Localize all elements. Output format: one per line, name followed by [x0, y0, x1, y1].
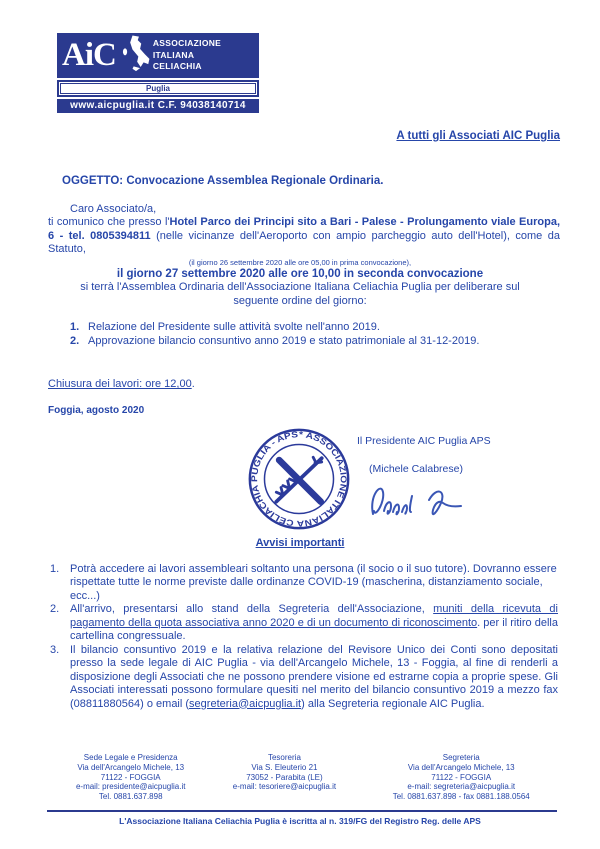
president-column	[357, 427, 491, 522]
notice-number: 2.	[50, 603, 60, 615]
org-name-lines	[153, 38, 221, 73]
notices-list	[50, 563, 558, 712]
notice3-pre: Il bilancio consuntivo 2019 e la relativa relazione del Revisore Unico dei Conti sono depositati presso la sede legale di AIC Puglia - via dell'Arcangelo Michele, 13 - Foggia, al fine di renderli a disposizione degli Associati che ne possono prendere visione ed estrarne copia a proprie spese. Gli Associati interessati possono formulare quesiti nel merito del bilancio consuntivo 2019 a mezzo fax (08811880564) o email (	[70, 643, 558, 710]
closing-time-line	[48, 378, 600, 392]
notice-item	[50, 644, 558, 712]
salutation: Caro Associato/a,	[70, 202, 157, 215]
notice2-pre: All'arrivo, presentarsi allo stand della Segreteria dell'Associazione,	[70, 603, 434, 615]
agenda-item-number: 2.	[70, 334, 80, 347]
second-call-line: il giorno 27 settembre 2020 alle ore 10,00 in seconda convocazione	[116, 267, 484, 280]
footer-line: 73052 - Parabita (LE)	[246, 772, 323, 782]
region-band	[57, 80, 259, 97]
region-label: Puglia	[60, 83, 256, 94]
notice-text	[70, 644, 558, 712]
registry-line: L'Associazione Italiana Celiachia Puglia è iscritta al n. 319/FG del Registro Reg. delle APS	[119, 815, 481, 826]
notice2-post: . per il ritiro della cartellina congressuale.	[70, 616, 558, 642]
org-line-2: ITALIANA	[152, 49, 195, 60]
signature-block	[247, 427, 600, 531]
intro-post: (nelle vicinanze dell'Aeroporto con ampio parcheggio auto dell'Hotel), come da Statuto,	[48, 229, 560, 255]
agenda-item	[70, 335, 560, 349]
assembly-line-1: si terrà l'Assemblea Ordinaria dell'Associazione Italiana Celiachia Puglia per deliberare sul	[80, 281, 520, 293]
handwritten-signature	[367, 474, 487, 522]
closing-period: .	[191, 378, 195, 390]
notice-number: 1.	[50, 562, 60, 575]
footer-line: e-mail: presidente@aicpuglia.it	[75, 782, 186, 792]
footer-col-sede-legale	[50, 753, 211, 802]
notice2-underlined: muniti della ricevuta di pagamento della quota associativa anno 2020 e di un documento di riconoscimento	[70, 603, 558, 629]
agenda-item-text: Approvazione bilancio consuntivo anno 2019 e stato patrimoniale al 31-12-2019.	[88, 334, 480, 347]
dateline: Foggia, agosto 2020	[48, 404, 145, 416]
website-band: www.aicpuglia.it C.F. 94038140714	[57, 99, 259, 113]
association-stamp-icon	[247, 427, 351, 531]
agenda-item-text: Relazione del Presidente sulle attività svolte nell'anno 2019.	[88, 321, 380, 333]
notice-text: Potrà accedere ai lavori assembleari soltanto una persona (il socio o il suo tutore). Dovranno essere rispettate tutte le norme previste dalle ordinanze COVID-19 (mascherina, distanziamento sociale, ecc...)	[70, 562, 557, 602]
hotel-details: Hotel Parco dei Principi sito a Bari - Palese - Prolungamento viale Europa, 6 - tel. 0805394811	[48, 216, 560, 242]
notice-item	[50, 563, 558, 604]
crossed-grain-symbol	[276, 457, 321, 501]
org-line-1: ASSOCIAZIONE	[152, 38, 222, 49]
intro-paragraph	[48, 216, 560, 257]
aic-acronym: AiC	[62, 37, 116, 73]
first-call-line: (il giorno 26 settembre 2020 alle ore 05,00 in prima convocazione),	[188, 257, 412, 267]
letter-body	[0, 171, 600, 828]
aic-logo	[57, 33, 259, 113]
agenda-list	[70, 321, 560, 348]
footer-line: Via dell'Arcangelo Michele, 13	[407, 762, 515, 772]
footer-contacts	[0, 753, 600, 802]
footer-divider	[47, 810, 557, 812]
president-name: (Michele Calabrese)	[369, 462, 463, 475]
subject-line: OGGETTO: Convocazione Assemblea Regionale Ordinaria.	[62, 175, 384, 187]
notice-number: 3.	[50, 643, 60, 656]
footer-line: 71122 - FOGGIA	[100, 772, 161, 782]
segreteria-email-link[interactable]: segreteria@aicpuglia.it	[189, 697, 302, 710]
notice3-post: ) alla Segreteria regionale AIC Puglia.	[301, 697, 485, 710]
agenda-item-number: 1.	[70, 321, 80, 333]
footer-line: Via dell'Arcangelo Michele, 13	[77, 762, 185, 772]
italy-map-icon	[122, 34, 150, 77]
stamp-circular-text: * ASSOCIAZIONE ITALIANA CELIACHIA PUGLIA - APS	[249, 429, 349, 529]
footer-line: Tel. 0881.637.898	[98, 792, 163, 802]
notices-title: Avvisi importanti	[255, 537, 345, 549]
footer-line: Segreteria	[442, 753, 480, 762]
notice-text	[70, 603, 558, 644]
org-line-3: CELIACHIA	[152, 61, 202, 72]
footer-line: Tesoreria	[267, 753, 301, 762]
footer-col-segreteria	[357, 753, 565, 802]
footer-line: Sede Legale e Presidenza	[83, 753, 178, 762]
footer-line: e-mail: tesoriere@aicpuglia.it	[232, 782, 337, 792]
footer-line: 71122 - FOGGIA	[431, 772, 492, 782]
footer-col-tesoreria	[211, 753, 357, 802]
footer-line: Via S. Eleuterio 21	[251, 762, 318, 772]
footer-line: e-mail: segreteria@aicpuglia.it	[407, 782, 516, 792]
notice-item	[50, 603, 558, 644]
intro-pre: ti comunico che presso l'	[48, 216, 170, 228]
closing-underlined: Chiusura dei lavori: ore 12,00	[48, 378, 192, 390]
assembly-line-2: seguente ordine del giorno:	[233, 294, 367, 307]
agenda-item	[70, 321, 560, 335]
aic-logo-top-band	[57, 33, 259, 78]
president-title: Il Presidente AIC Puglia APS	[357, 435, 491, 447]
footer-line: Tel. 0881.637.898 - fax 0881.188.0564	[392, 792, 530, 802]
recipient-line: A tutti gli Associati AIC Puglia	[396, 130, 560, 142]
